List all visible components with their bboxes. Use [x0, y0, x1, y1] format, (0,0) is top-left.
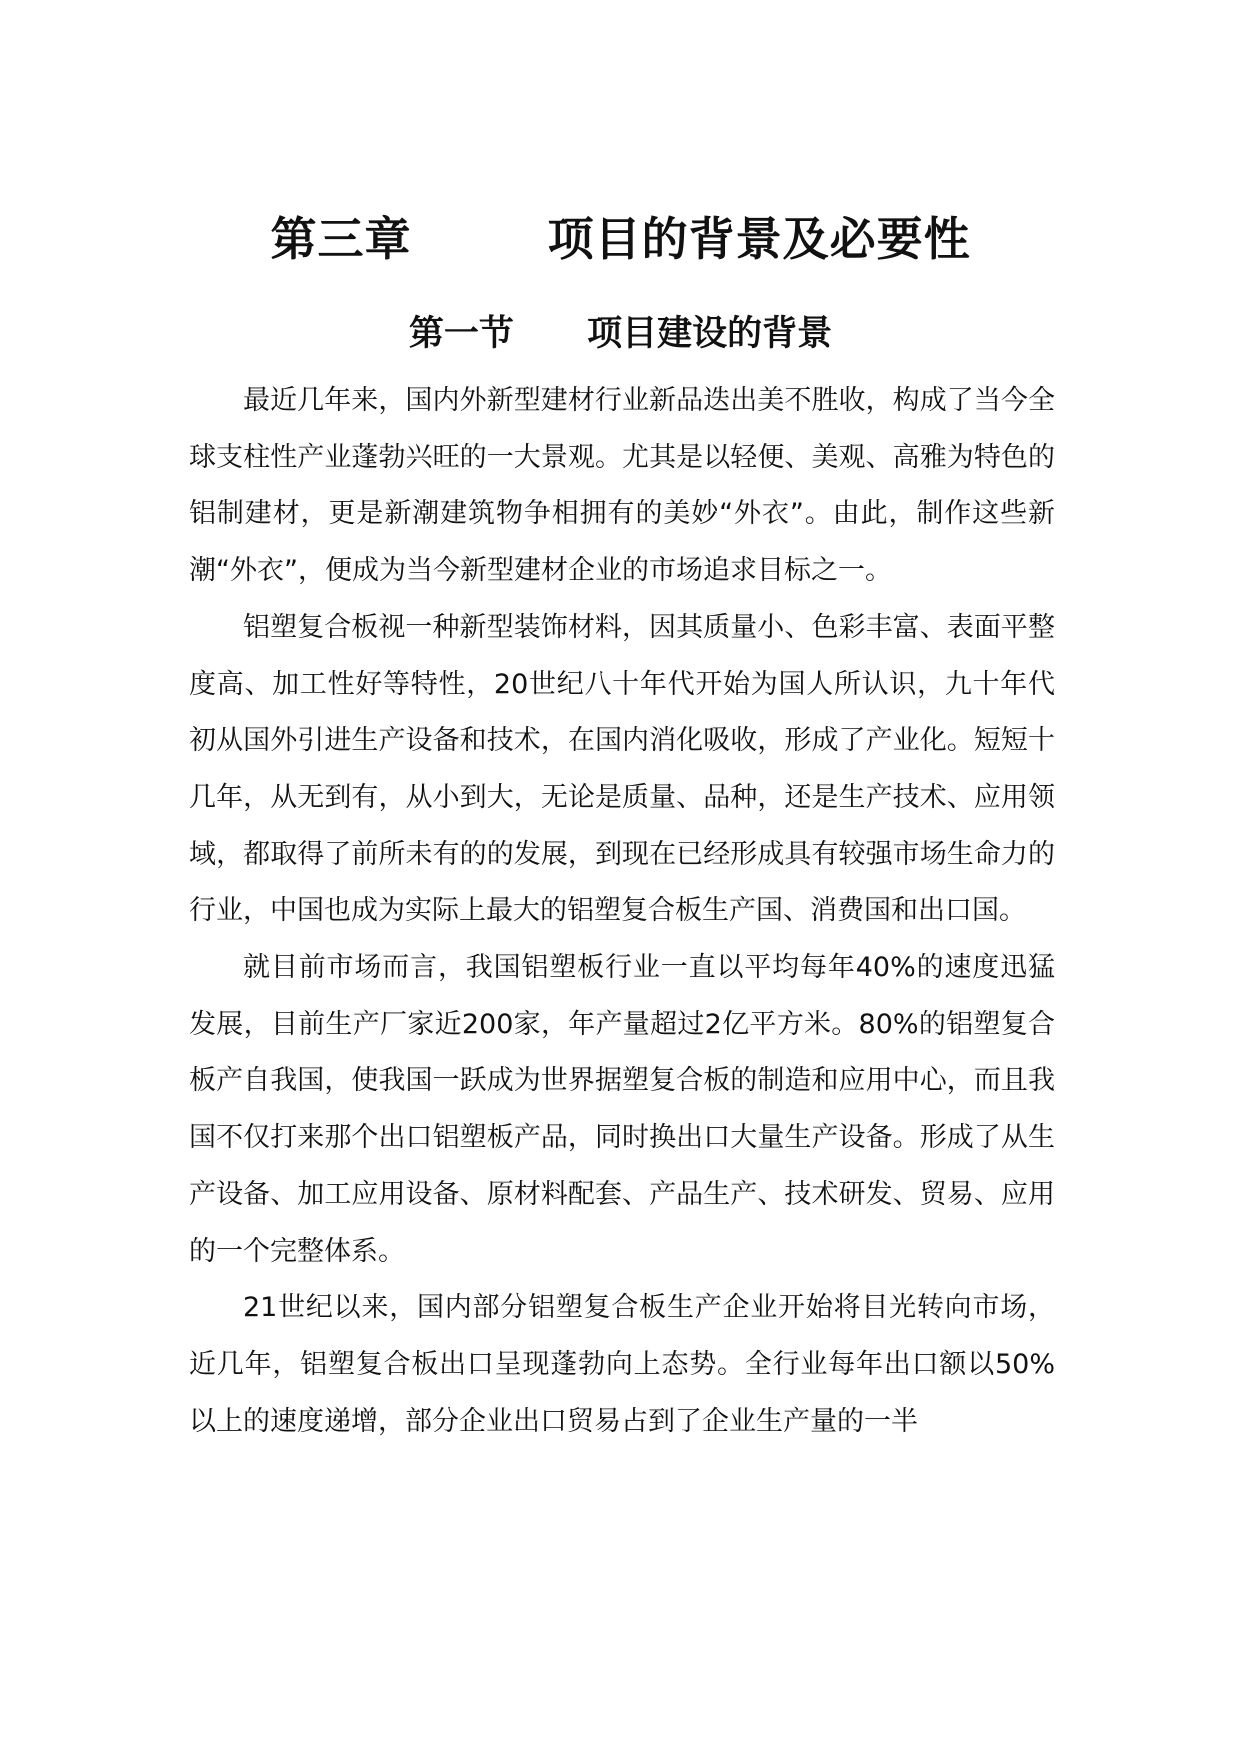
- chapter-number: 第三章: [270, 211, 412, 266]
- section-number: 第一节: [408, 314, 514, 355]
- chapter-heading: 项目的背景及必要性: [547, 211, 971, 266]
- paragraph-2: 铝塑复合板视一种新型装饰材料，因其质量小、色彩丰富、表面平整度高、加工性好等特性，20世纪八十年代开始为国人所认识，九十年代初从国外引进生产设备和技术，在国内消化吸收，形成了产业化。短短十几年，从无到有，从小到大，无论是质量、品种，还是生产技术、应用领域，都取得了前所未有的的发展，到现在已经形成具有较强市场生命力的行业，中国也成为实际上最大的铝塑复合板生产国、消费国和出口国。: [189, 611, 1055, 927]
- paragraph-3: 就目前市场而言，我国铝塑板行业一直以平均每年40%的速度迅猛发展，目前生产厂家近200家，年产量超过2亿平方米。80%的铝塑复合板产自我国，使我国一跃成为世界据塑复合板的制造和应用中心，而且我国不仅打来那个出口铝塑板产品，同时换出口大量生产设备。形成了从生产设备、加工应用设备、原材料配套、产品生产、技术研发、贸易、应用的一个完整体系。: [189, 952, 1055, 1267]
- chapter-title: [0, 209, 1241, 269]
- section-title: [0, 309, 1241, 359]
- section-heading: 项目建设的背景: [587, 314, 833, 355]
- body-text: [189, 373, 1055, 1450]
- paragraph-4: 21世纪以来，国内部分铝塑复合板生产企业开始将目光转向市场，近几年，铝塑复合板出口呈现蓬勃向上态势。全行业每年出口额以50%以上的速度递增，部分企业出口贸易占到了企业生产量的一半: [189, 1292, 1055, 1437]
- paragraph-1: 最近几年来，国内外新型建材行业新品迭出美不胜收，构成了当今全球支柱性产业蓬勃兴旺的一大景观。尤其是以轻便、美观、高雅为特色的铝制建材，更是新潮建筑物争相拥有的美妙“外衣”。由此，制作这些新潮“外衣”，便成为当今新型建材企业的市场追求目标之一。: [189, 385, 1055, 587]
